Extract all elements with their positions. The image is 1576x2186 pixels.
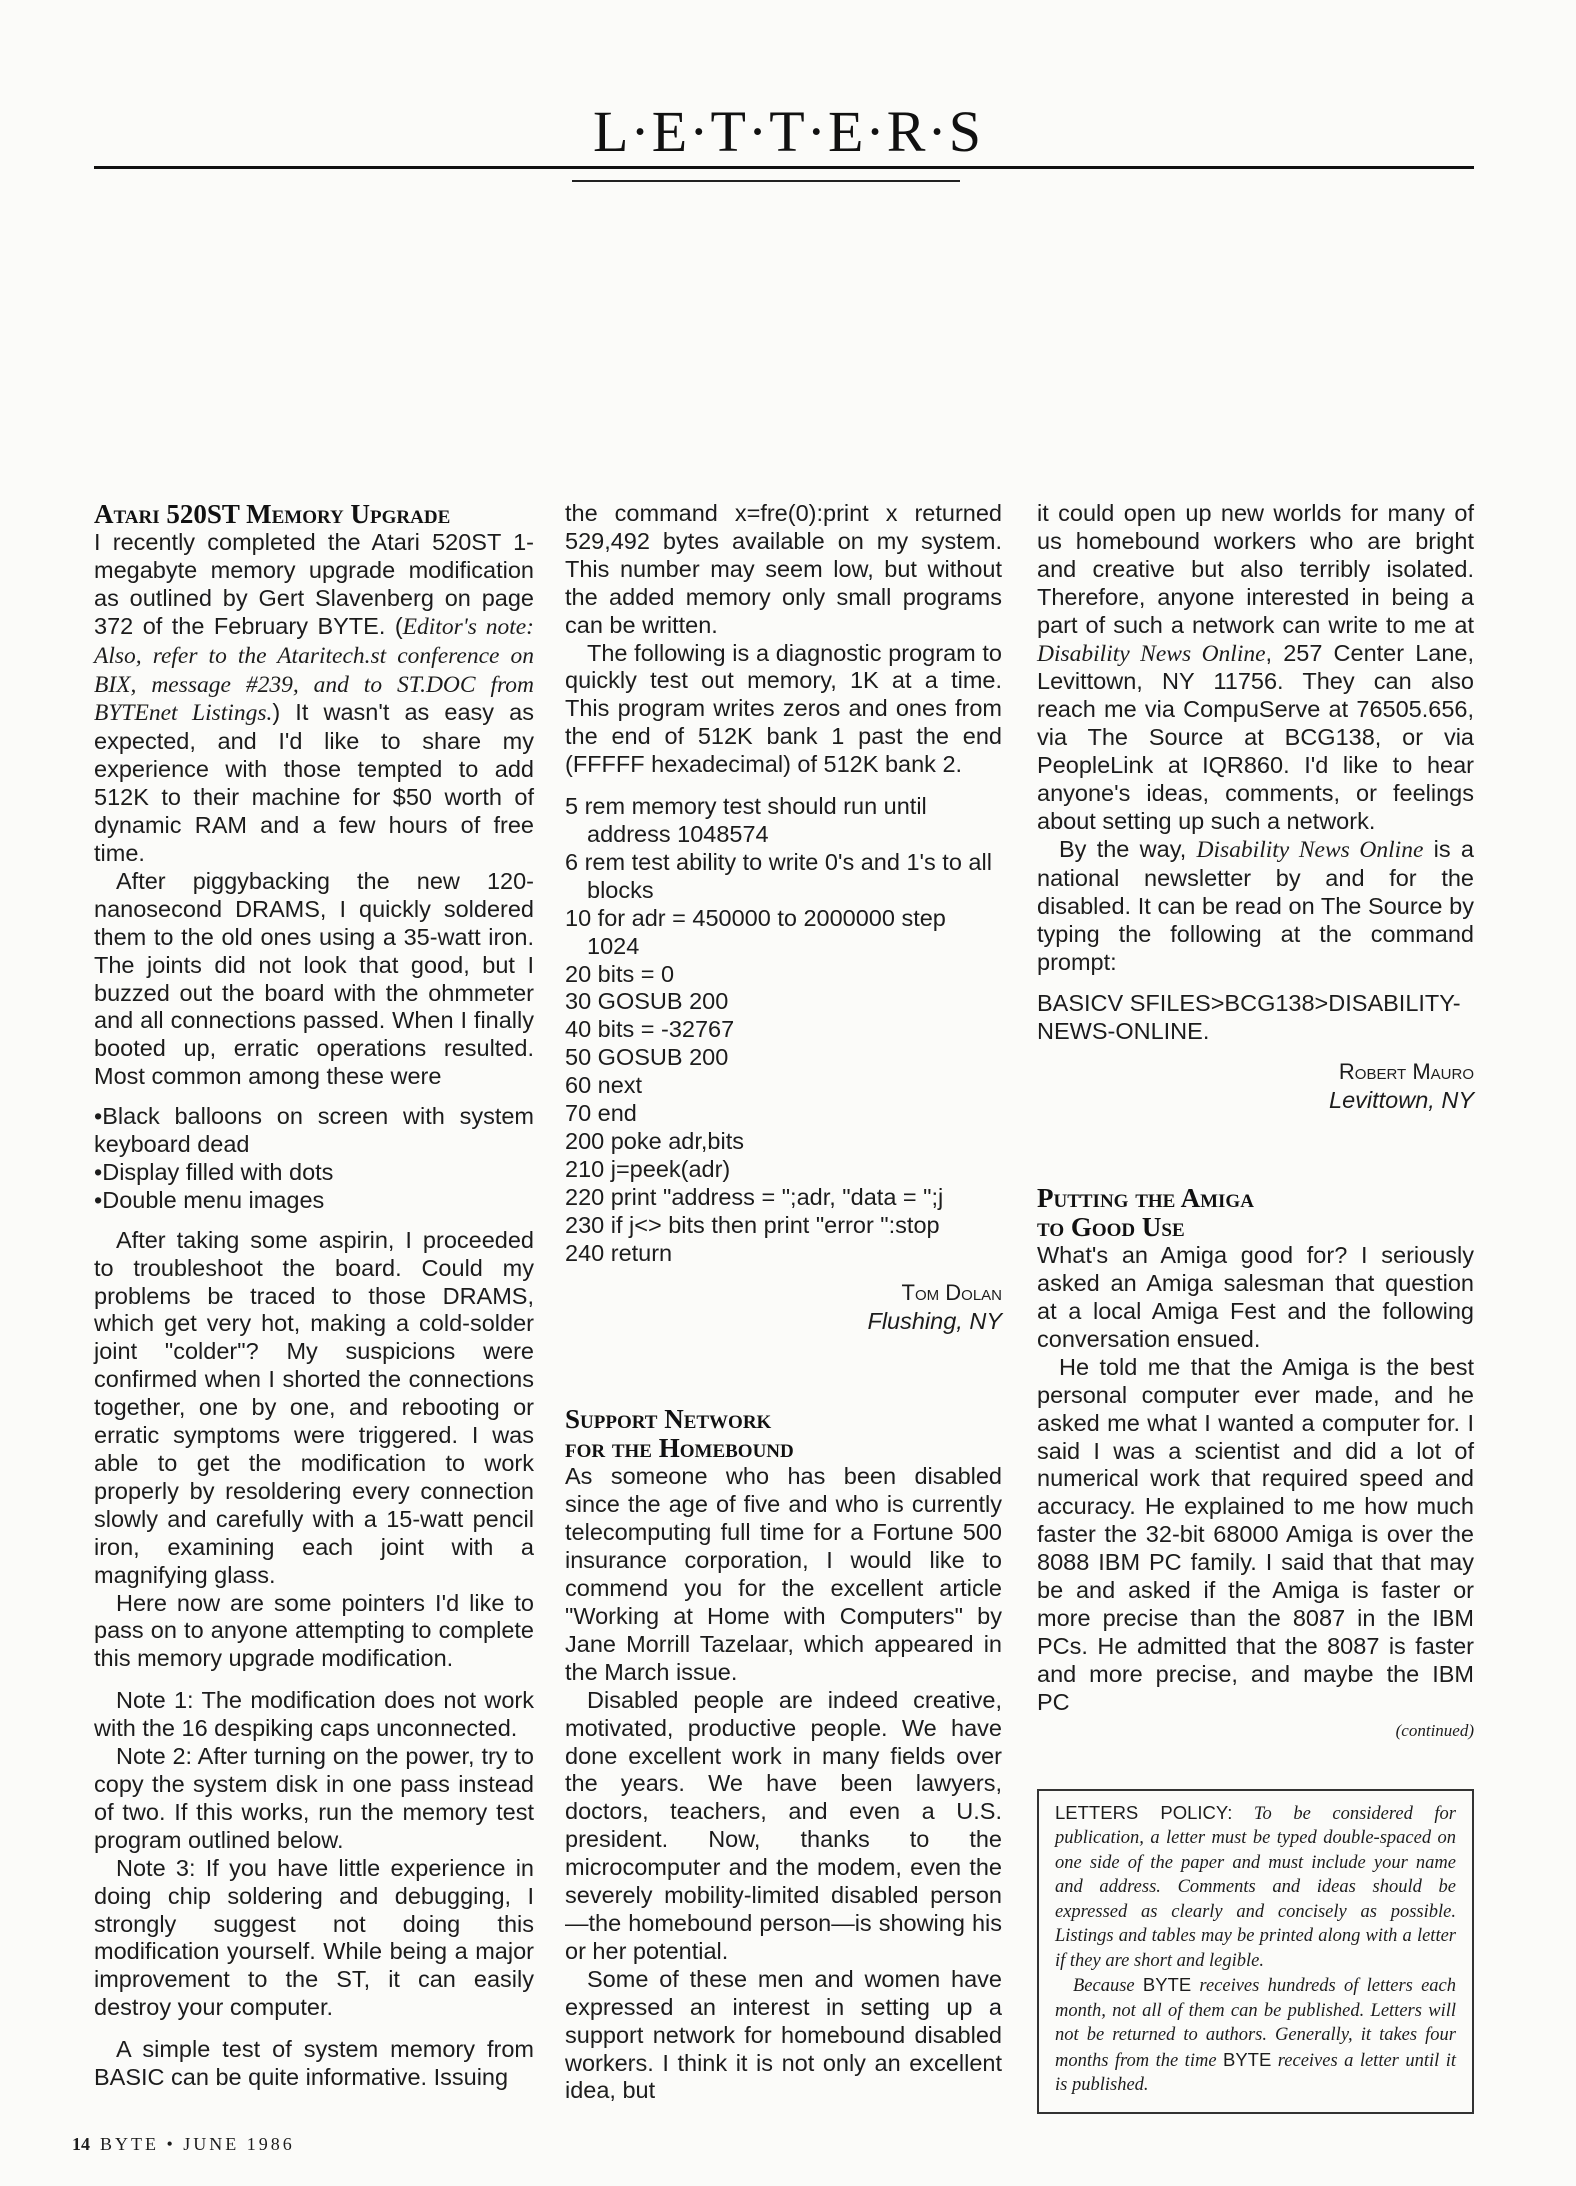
note-3: Note 3: If you have little experience in doing chip soldering and debugging, I strongly suggest not doing this modification yourself. While being a major improvement to the ST, it can easily destroy your computer.	[94, 1854, 534, 2021]
code-line: 200 poke adr,bits	[565, 1127, 744, 1154]
list-item: • Display filled with dots	[94, 1159, 534, 1187]
page-footer	[72, 2132, 534, 2156]
letter-paragraph: After piggybacking the new 120-nanosecond DRAMS, I quickly soldered them to the old ones using a 35-watt iron. The joints did not look that good, but I buzzed out the board with the ohmmeter and all connections passed. When I finally booted up, erratic operations resulted. Most common among these were	[94, 867, 534, 1090]
letter-paragraph: Some of these men and women have expressed an interest in setting up a support network for homebound disabled workers. I think it is not only an excellent idea, but	[565, 1965, 1002, 2104]
text: I recently completed the Atari 520ST 1-megabyte memory upgrade modification as outlined by Gert Slavenberg on page 372 of the February BYTE. (	[94, 529, 534, 639]
letter-paragraph: As someone who has been disabled since the age of five and who is currently telecomputing full time for a Fortune 500 insurance corporation, I would like to commend you for the excellent article "Working at Home with Computers" by Jane Morrill Tazelaar, which appeared in the March issue.	[565, 1463, 1002, 1685]
list-item: • Double menu images	[94, 1187, 534, 1215]
top-rule	[94, 166, 1474, 169]
letter-paragraph: A simple test of system memory from BASIC can be quite informative. Issuing	[94, 2036, 534, 2091]
issue-label: BYTE • JUNE 1986	[100, 2133, 295, 2154]
signature	[1037, 1058, 1474, 1114]
letter-paragraph: Disabled people are indeed creative, motivated, productive people. We have done excellent work in many fields over the years. We have been lawyers, doctors, teachers, and even a U.S. president. Now, thanks to the microcomputer and the modem, even the severely mobility-limited disabled person—the homebound person—is showing his or her potential.	[565, 1686, 1002, 1964]
page-number: 14	[72, 2133, 90, 2154]
editors-note: Editor's note: Also, refer to the Ataritech.st conference on BIX, message #239, and to ST.DOC from BYTEnet Listings.	[94, 613, 534, 727]
text: BYTE	[1222, 2048, 1272, 2070]
code-line: 220 print "address = ";adr, "data = ";j	[565, 1183, 944, 1210]
letter-title-atari: Atari 520ST Memory Upgrade	[94, 499, 451, 529]
policy-paragraph	[1055, 1801, 1456, 1974]
column-1	[72, 499, 534, 2186]
signature	[565, 1279, 1002, 1335]
letter-paragraph: After taking some aspirin, I proceeded to troubleshoot the board. Could my problems be traced to those DRAMS, which get very hot, making a cold-solder joint "colder"? My suspicions were confirmed when I shorted the connections together, one by one, and rebooting or erratic symptoms were triggered. I was able to get the modification to work properly by resoldering every connection slowly and carefully with a 15-watt pencil iron, examining each joint with a magnifying glass.	[94, 1226, 534, 1588]
text: Because	[1073, 1976, 1143, 1997]
policy-paragraph	[1055, 1973, 1456, 2098]
list-item: • Black balloons on screen with system keyboard dead	[94, 1103, 534, 1159]
code-line: 30 GOSUB 200	[565, 988, 729, 1015]
text: receives hundreds of letters each month, not all of them can be published. Letters will not be returned to authors. Generally, it takes four months from the time	[1055, 1976, 1456, 2071]
letter-paragraph: He told me that the Amiga is the best personal computer ever made, and he asked me what I wanted a computer for. I said I was a scientist and did a lot of numerical work that required speed and accuracy. He explained to me how much faster the 32-bit 68000 Amiga is over the 8088 IBM PC family. I said that that may be and asked if the Amiga is faster or more precise than the 8087 in the IBM PCs. He admitted that the 8087 is faster and more precise, and maybe the IBM PC	[1037, 1353, 1474, 1715]
letter-paragraph: The following is a diagnostic program to quickly test out memory, 1K at a time. This program writes zeros and ones from the end of 512K bank 1 past the end (FFFFF hexadecimal) of 512K bank 2.	[565, 639, 1002, 778]
text: ) It wasn't as easy as expected, and I'd like to share my experience with those tempted to add 512K to their machine for $50 worth of dynamic RAM and a few hours of free time.	[94, 699, 534, 866]
column-3	[1037, 500, 1474, 2114]
continued-label: (continued)	[1395, 1720, 1474, 1740]
code-line: 50 GOSUB 200	[565, 1044, 729, 1071]
section-masthead: L·E·T·T·E·R·S	[593, 99, 983, 164]
author-name: Robert Mauro	[1338, 1059, 1474, 1085]
code-line: 70 end	[565, 1100, 637, 1127]
text: is a national newsletter by and for the disabled. It can be read on The Source by typing the following at the command prompt:	[1037, 835, 1474, 975]
letter-paragraph: Here now are some pointers I'd like to pass on to anyone attempting to complete this memory upgrade modification.	[94, 1589, 534, 1672]
letter-paragraph: What's an Amiga good for? I seriously asked an Amiga salesman that question at a local Amiga Fest and the following conversation ensued.	[1037, 1242, 1474, 1352]
letter-title-amiga	[1037, 1184, 1474, 1242]
text: By the way,	[1059, 835, 1197, 862]
basic-listing	[565, 793, 1002, 1267]
code-line: 230 if j<> bits then print "error ":stop	[565, 1211, 940, 1238]
code-line: 40 bits = -32767	[565, 1016, 735, 1043]
letter-paragraph	[94, 529, 534, 868]
symptom-list	[94, 1103, 534, 1215]
letter-paragraph	[1037, 500, 1474, 836]
title-line: Putting the Amiga	[1037, 1183, 1254, 1214]
command-text: BASICV SFILES>BCG138>DISABILITY-NEWS-ONLINE.	[1037, 990, 1461, 1045]
column-2	[565, 500, 1002, 2105]
text: , 257 Center Lane, Levittown, NY 11756. They can also reach me via CompuServe at 76505.656, via The Source at BCG138, or via PeopleLink at IQR860. I'd like to hear anyone's ideas, comments, or feelings about setting up such a network.	[1037, 639, 1474, 834]
note-2: Note 2: After turning on the power, try to copy the system disk in one pass instead of two. If this works, run the memory test program outlined below.	[94, 1743, 534, 1853]
title-line: to Good Use	[1037, 1212, 1185, 1243]
title-line: for the Homebound	[565, 1433, 794, 1464]
policy-label: LETTERS POLICY:	[1055, 1801, 1233, 1823]
publication-name: Disability News Online	[1196, 836, 1424, 863]
code-line: 5 rem memory test should run until address 1048574	[565, 793, 927, 847]
code-line: 6 rem test ability to write 0's and 1's to all blocks	[565, 848, 992, 903]
author-place: Flushing, NY	[867, 1308, 1002, 1335]
code-line: 20 bits = 0	[565, 960, 675, 987]
text: it could open up new worlds for many of us homebound workers who are bright and creative but also terribly isolated. Therefore, anyone interested in being a part of such a network can write to me at	[1037, 500, 1474, 638]
author-name: Tom Dolan	[901, 1280, 1002, 1306]
letters-policy-box	[1037, 1789, 1474, 2114]
code-line: 240 return	[565, 1239, 673, 1266]
text: To be considered for publication, a letter must be typed double-spaced on one side of the paper and must include your name and address. Comments and ideas should be expressed as clearly and concisely as possible. Listings and tables may be printed along with a letter if they are short and legible.	[1055, 1803, 1456, 1971]
letter-paragraph: the command x=fre(0):print x returned 529,492 bytes available on my system. This number may seem low, but without the added memory only small programs can be written.	[565, 500, 1002, 638]
short-rule	[572, 180, 960, 182]
title-line: Support Network	[565, 1404, 772, 1435]
code-line: 210 j=peek(adr)	[565, 1155, 731, 1182]
author-place: Levittown, NY	[1329, 1087, 1474, 1114]
text: receives a letter until it is published.	[1055, 2050, 1456, 2096]
letter-title-support	[565, 1405, 1002, 1463]
note-1: Note 1: The modification does not work with the 16 despiking caps unconnected.	[94, 1687, 534, 1742]
publication-name: Disability News Online	[1037, 640, 1266, 667]
text: BYTE	[1142, 1974, 1192, 1996]
code-line: 10 for adr = 450000 to 2000000 step 1024	[565, 904, 946, 959]
letter-paragraph	[1037, 836, 1474, 977]
code-line: 60 next	[565, 1072, 643, 1099]
